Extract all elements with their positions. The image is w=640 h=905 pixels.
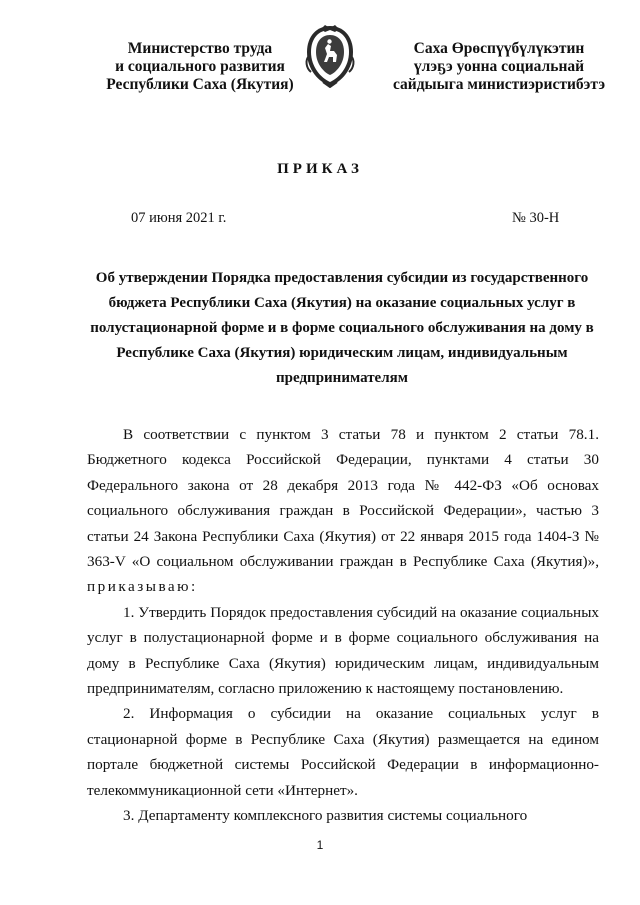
decree-word: приказываю: bbox=[87, 578, 198, 596]
ministry-name-line: үлэҕэ уонна социальнай bbox=[413, 58, 585, 75]
ministry-name-line: сайдыыга министиэристибэтэ bbox=[392, 76, 606, 93]
ministry-name-russian bbox=[70, 40, 330, 94]
order-title: ПРИКАЗ bbox=[277, 161, 363, 177]
preamble-text: В соответствии с пунктом 3 статьи 78 и пунктом 2 статьи 78.1. Бюджетного кодекса Российской Федерации, пунктами 4 статьи 30 Федерального закона от 28 декабря 2013 года № 442-ФЗ «Об основах социального обслуживания граждан в Российской Федерации», частью 3 статьи 24 Закона Республики Саха (Якутия) от 22 января 2015 года 1404-З № 363-V «О социальном обслуживании граждан в Республике Саха (Якутия)», bbox=[87, 426, 599, 571]
ministry-name-line: и социального развития bbox=[115, 58, 285, 75]
ministry-name-line: Республики Саха (Якутия) bbox=[106, 76, 294, 93]
ministry-name-line: Министерство труда bbox=[127, 40, 273, 57]
preamble-paragraph bbox=[87, 422, 599, 600]
item-3-paragraph: 3. Департаменту комплексного развития системы социального bbox=[123, 807, 528, 825]
sakha-coat-of-arms-icon bbox=[303, 24, 357, 88]
order-number: № 30-Н bbox=[512, 210, 560, 226]
item-1-paragraph: 1. Утвердить Порядок предоставления субсидий на оказание социальных услуг в полустационарной форме и в форме социального обслуживания на дому в Республике Саха (Якутия) юридическим лицам, индивидуальным предпринимателям, согласно приложению к настоящему постановлению. bbox=[87, 603, 599, 698]
document-heading: Об утверждении Порядка предоставления субсидии из государственного бюджета Республики Саха (Якутия) на оказание социальных услуг в полустационарной форме и в форме социального обслуживания на дому в Республике Саха (Якутия) юридическим лицам, индивидуальным предпринимателям bbox=[90, 270, 594, 386]
document-body bbox=[87, 422, 599, 829]
ministry-name-sakha bbox=[385, 40, 613, 94]
ministry-name-line: Саха Өрөспүүбүлүкэтин bbox=[413, 40, 585, 57]
order-date: 07 июня 2021 г. bbox=[131, 210, 227, 226]
page-number: 1 bbox=[316, 838, 324, 852]
item-2-paragraph: 2. Информация о субсидии на оказание социальных услуг в стационарной форме в Республике Саха (Якутия) размещается на едином портале бюджетной системы Российской Федерации в информационно-телекоммуникационной сети «Интернет». bbox=[87, 705, 599, 799]
